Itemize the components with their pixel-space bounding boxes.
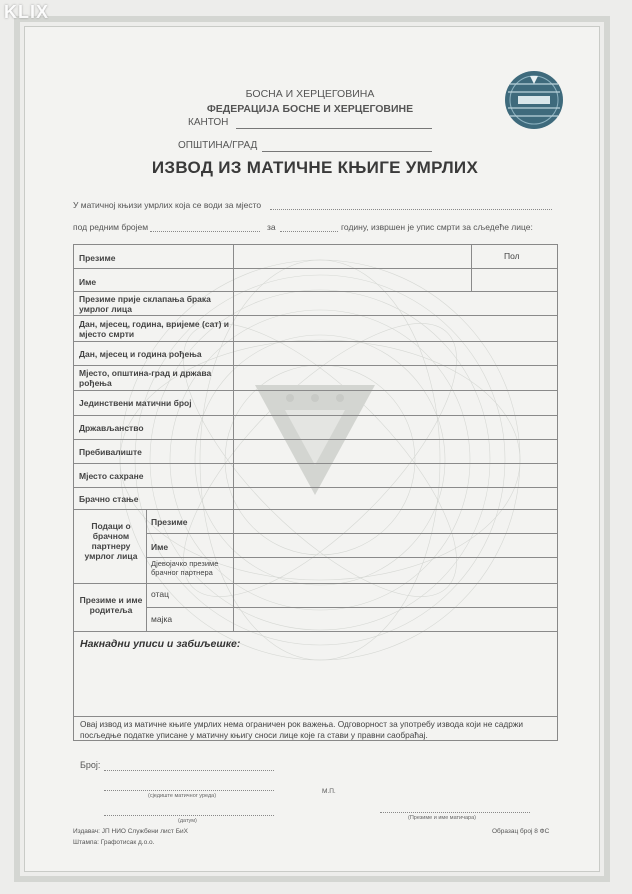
parents-group-label: Презиме и име родитеља	[79, 595, 143, 615]
registrar-signature-line	[380, 812, 530, 813]
municipality-label: ОПШТИНА/ГРАД	[178, 140, 258, 151]
parent-mother: мајка	[151, 614, 173, 624]
field-death-datetime-place: Дан, мјесец, година, вријеме (сат) и мјесто смрти	[79, 319, 229, 339]
group-column-divider	[146, 509, 147, 631]
field-birth-place: Мјесто, општина-град и држава рођења	[79, 368, 212, 388]
hologram-seal	[504, 70, 564, 130]
date-caption: (датум)	[178, 818, 197, 824]
intro-year-line	[280, 231, 338, 232]
number-label: Број:	[80, 760, 101, 770]
intro-number-line	[150, 231, 260, 232]
country-heading: БОСНА И ХЕРЦЕГОВИНА	[245, 88, 375, 100]
death-record-form	[73, 244, 558, 741]
intro-number-label: под редним бројем	[73, 222, 149, 232]
spouse-group-label: Подаци о брачном партнеру умрлог лица	[84, 521, 138, 561]
intro-place-line	[270, 209, 552, 210]
registrar-seat-line	[104, 790, 274, 791]
field-marital-status: Брачно стање	[79, 494, 139, 504]
field-burial-place: Мјесто сахране	[79, 471, 144, 481]
klix-watermark-logo: KLIX	[4, 2, 50, 22]
field-jmbg: Јединствени матични број	[79, 398, 192, 408]
spouse-name: Име	[151, 542, 169, 552]
field-surname: Презиме	[79, 253, 116, 263]
validity-disclaimer: Овај извод из матичне књиге умрлих нема ограничен рок важења. Одговорност за употребу извода који не садржи посљедње податке уписане у матичну књигу сноси лице које га стави у правни саобраћај.	[80, 719, 524, 740]
spouse-surname: Презиме	[151, 517, 188, 527]
seal-mark: М.П.	[322, 788, 336, 795]
document-title: ИЗВОД ИЗ МАТИЧНЕ КЊИГЕ УМРЛИХ	[151, 158, 479, 177]
federation-heading: ФЕДЕРАЦИЈА БОСНЕ И ХЕРЦЕГОВИНЕ	[206, 103, 414, 115]
date-line	[104, 815, 274, 816]
number-line	[104, 770, 274, 771]
label-column-divider	[233, 245, 234, 631]
spouse-maiden-surname: Дјевојачко презиме брачног партнера	[151, 559, 219, 577]
intro-year-label: за	[267, 222, 276, 232]
registrar-seat-caption: (сједиште матичног уреда)	[148, 793, 217, 799]
intro-place-label: У матичној књизи умрлих која се води за мјесто	[73, 200, 262, 210]
field-name: Име	[79, 277, 97, 287]
intro-year-text: годину, извршен је упис смрти за сљедеће лице:	[341, 222, 533, 232]
publisher-text: Издавач: ЈП НИО Службени лист БиХ	[73, 828, 188, 835]
notes-title: Накнадни уписи и забиљешке:	[80, 638, 241, 650]
field-maiden-surname: Презиме прије склапања брака умрлог лица	[79, 294, 211, 314]
field-residence: Пребивалиште	[79, 447, 142, 457]
form-number: Образац број 8 ФС	[492, 828, 550, 835]
canton-label: КАНТОН	[188, 117, 229, 128]
printer-text: Штампа: Графотисак д.о.о.	[73, 839, 155, 846]
field-citizenship: Држављанство	[79, 423, 144, 433]
canton-line	[236, 128, 432, 129]
municipality-line	[262, 151, 432, 152]
parent-father: отац	[151, 589, 169, 599]
field-sex: Пол	[504, 251, 520, 261]
registrar-name-caption: (Презиме и име матичара)	[408, 815, 476, 821]
field-birth-date: Дан, мјесец и година рођења	[79, 349, 202, 359]
